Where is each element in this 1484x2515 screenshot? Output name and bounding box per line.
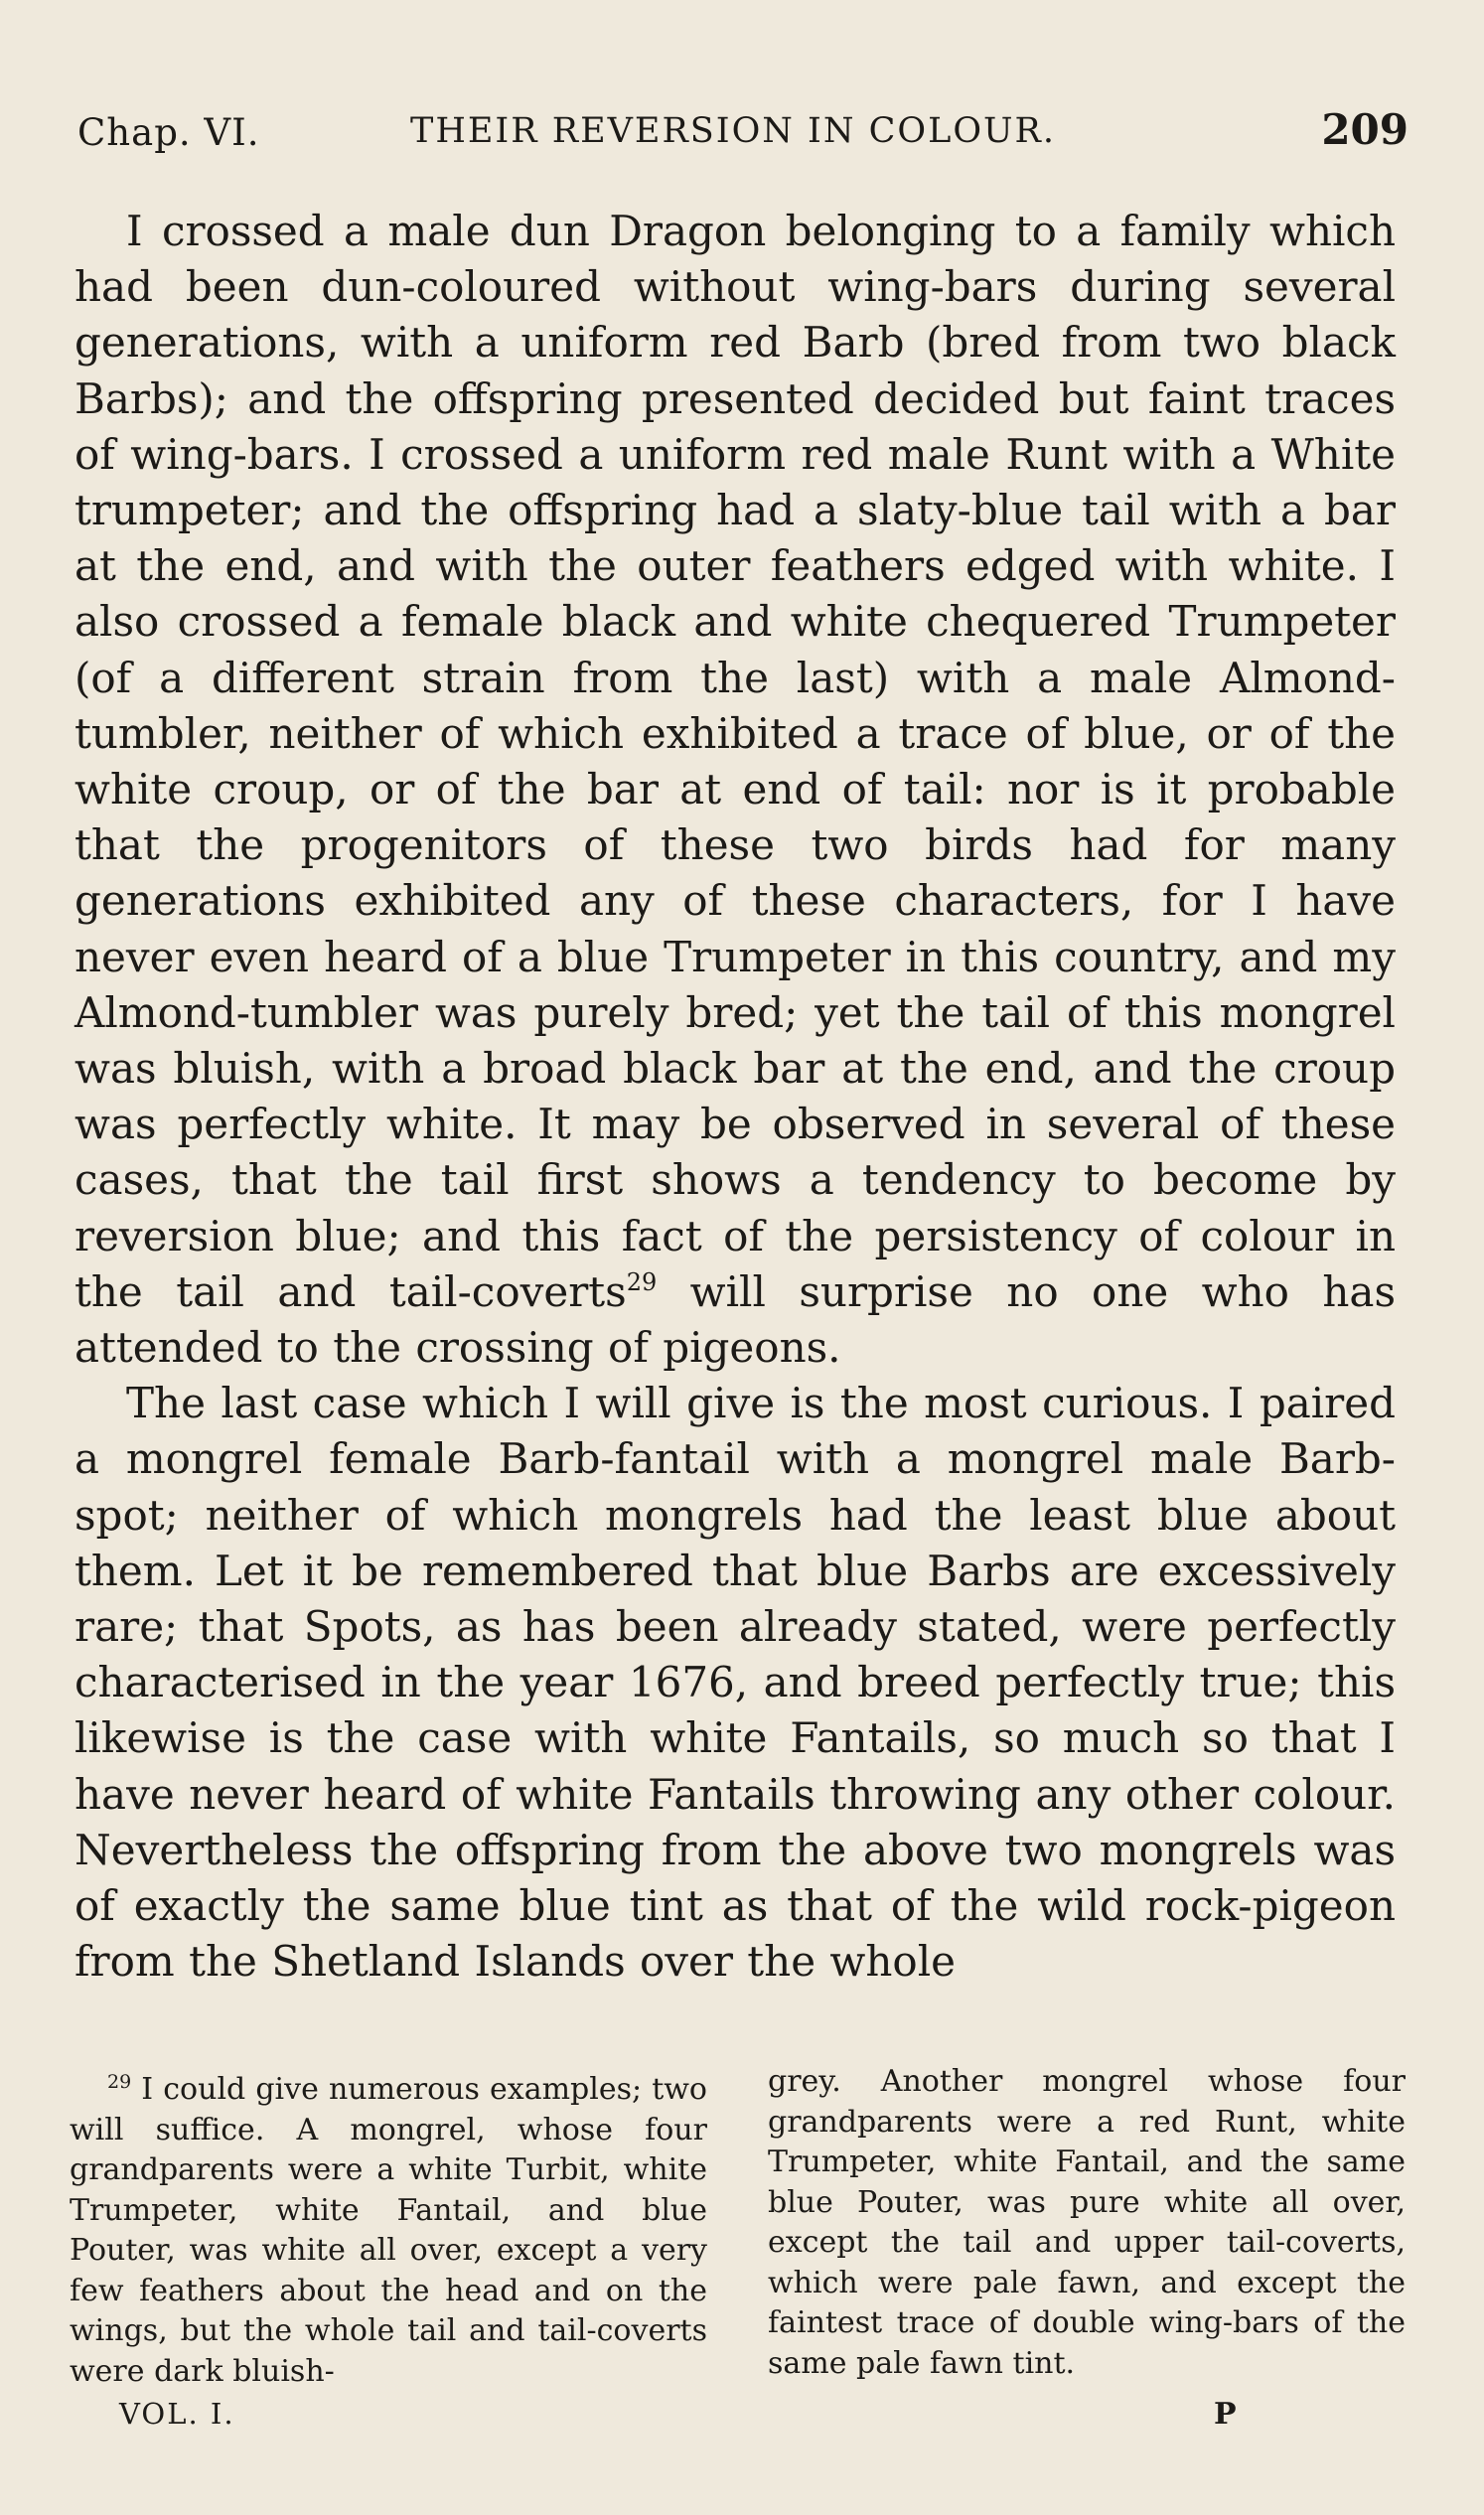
footnote-block bbox=[70, 2062, 1406, 2392]
chapter-label: Chap. VI. bbox=[77, 111, 260, 154]
footnote-column-1-text: I could give numerous examples; two will suffice. A mongrel, whose four grandparents were a white Turbit, white Trumpeter, white Fantail, and blue Pouter, was white all over, except a very few feathers about the head and on the wings, but the whole tail and tail-coverts were dark bluish- bbox=[70, 2072, 707, 2389]
footnote-reference: 29 bbox=[626, 1267, 658, 1296]
volume-label: VOL. I. bbox=[119, 2397, 235, 2431]
signature-mark: P bbox=[1214, 2397, 1237, 2432]
paragraph-2: The last case which I will give is the most curious. I paired a mongrel female Barb-fantail with a mongrel male Barb-spot; neither of which mongrels had the least blue about them. Let it be remembered that blue Barbs are excessively rare; that Spots, as has been already stated, were perfectly characterised in the year 1676, and breed perfectly true; this likewise is the case with white Fantails, so much so that I have never heard of white Fantails throwing any other colour. Nevertheless the offspring from the above two mongrels was of exactly the same blue tint as that of the wild rock-pigeon from the Shetland Islands over the whole bbox=[74, 1379, 1396, 1987]
footnote-column-2-text: grey. Another mongrel whose four grandparents were a red Runt, white Trumpeter, white Fantail, and the same blue Pouter, was pure white all over, except the tail and upper tail-coverts, which were pale fawn, and except the faintest trace of double wing-bars of the same pale fawn tint. bbox=[768, 2064, 1406, 2381]
running-title: THEIR REVERSION IN COLOUR. bbox=[410, 111, 1057, 151]
running-header bbox=[77, 105, 1409, 161]
main-text bbox=[74, 204, 1396, 1991]
paragraph-1-text: I crossed a male dun Dragon belonging to a family which had been dun-coloured without wing-bars during several generations, with a uniform red Barb (bred from two black Barbs); and the offspring presented decided but faint traces of wing-bars. I crossed a uniform red male Runt with a White trumpeter; and the offspring had a slaty-blue tail with a bar at the end, and with the outer feathers edged with white. I also crossed a female black and white chequered Trumpeter (of a different strain from the last) with a male Almond-tumbler, neither of which exhibited a trace of blue, or of the white croup, or of the bar at end of tail: nor is it probable that the progenitors of these two birds had for many generations exhibited any of these characters, for I have never even heard of a blue Trumpeter in this country, and my Almond-tumbler was purely bred; yet the tail of this mongrel was bluish, with a broad black bar at the end, and the croup was perfectly white. It may be observed in several of these cases, that the tail first shows a tendency to become by reversion blue; and this fact of the persistency of colour in the tail and tail-coverts bbox=[74, 207, 1396, 1316]
footnote-text-left bbox=[70, 2062, 707, 2392]
footnote-column-right bbox=[768, 2062, 1406, 2392]
paragraph-1-continuation: will surprise no one who has attended to the crossing of pigeons. bbox=[74, 1266, 1397, 1373]
footnote-number: 29 bbox=[107, 2071, 132, 2093]
footnote-column-left bbox=[70, 2062, 707, 2392]
page-number: 209 bbox=[1321, 105, 1409, 154]
paragraph-1 bbox=[74, 204, 1396, 1376]
